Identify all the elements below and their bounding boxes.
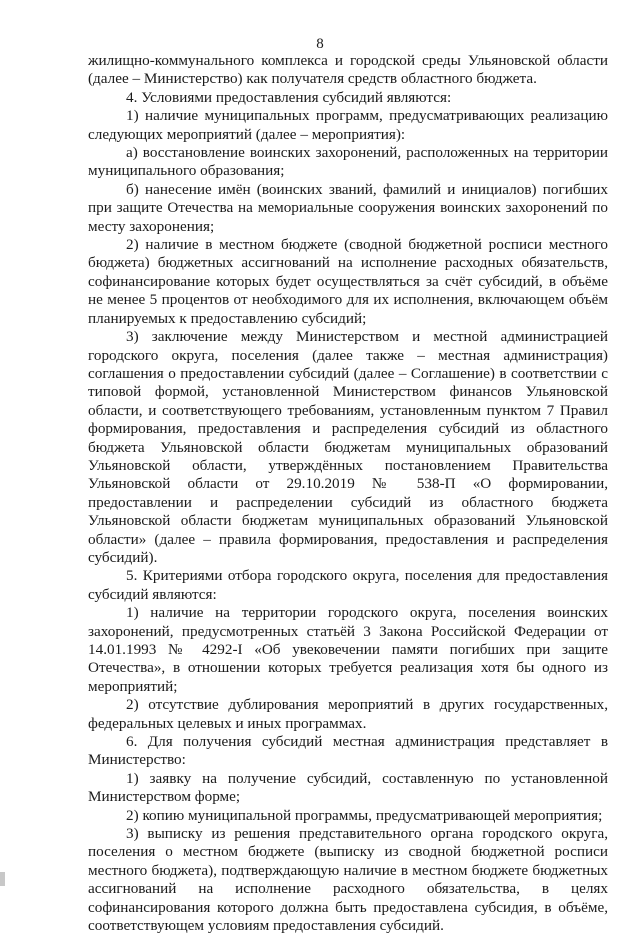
paragraph-4-3: 3) заключение между Министерством и местной администрацией городского округа, поселения (далее также – местная администрация) соглашения о предоставлении субсидий (далее – Соглашение) в соответствии с типовой формой, установленной Министерством финансов Ульяновской области, и соответствующего требованиям, установленным пунктом 7 Правил формирования, предоставления и распределения субсидий из областного бюджета Ульяновской области бюджетам муниципальных образований Ульяновской области, утверждённых постановлением Правительства Ульяновской области от 29.10.2019 № 538-П «О формировании, предоставлении и распределении субсидий из областного бюджета Ульяновской области бюджетам муниципальных образований Ульяновской области» (далее – правила формирования, предоставления и распределения субсидий).: [88, 328, 608, 566]
page-number: 8: [316, 36, 324, 52]
paragraph-6-2: 2) копию муниципальной программы, предусматривающей мероприятия;: [126, 806, 603, 824]
paragraph-intro: жилищно-коммунального комплекса и городской среды Ульяновской области (далее – Министерство) как получателя средств областного бюджета.: [88, 52, 608, 88]
paragraph-6-1: 1) заявку на получение субсидий, составленную по установленной Министерством форме;: [88, 769, 608, 806]
paragraph-4-1-b: б) нанесение имён (воинских званий, фамилий и инициалов) погибших при защите Отечества на мемориальные сооружения воинских захоронений по месту захоронения;: [88, 180, 608, 235]
paragraph-section-5: 5. Критериями отбора городского округа, поселения для предоставления субсидий являются:: [88, 567, 608, 603]
paragraph-4-2: 2) наличие в местном бюджете (сводной бюджетной росписи местного бюджета) бюджетных ассигнований на исполнение расходных обязательств, софинансирование которых будет осуществляться за счёт субсидий, в объёме не менее 5 процентов от необходимого для их исполнения, включающем объём планируемых к предоставлению субсидий;: [88, 236, 608, 327]
paragraph-5-2: 2) отсутствие дублирования мероприятий в других государственных, федеральных целевых и иных программах.: [88, 696, 608, 732]
paragraph-section-4: 4. Условиями предоставления субсидий являются:: [126, 88, 452, 106]
document-body: [88, 52, 608, 936]
paragraph-4-1-a: а) восстановление воинских захоронений, расположенных на территории муниципального образования;: [88, 144, 608, 180]
paragraph-4-1: 1) наличие муниципальных программ, предусматривающих реализацию следующих мероприятий (далее – мероприятия):: [88, 107, 608, 143]
paragraph-5-1: 1) наличие на территории городского округа, поселения воинских захоронений, предусмотренных статьёй 3 Закона Российской Федерации от 14.01.1993 № 4292-I «Об увековечении памяти погибших при защите Отечества», в отношении которых требуется реализация хотя бы одного из мероприятий;: [88, 604, 608, 695]
scan-edge-mark: [0, 872, 5, 886]
paragraph-6-3: 3) выписку из решения представительного органа городского округа, поселения о местном бюджете (выписку из сводной бюджетной росписи местного бюджета), подтверждающую наличие в местном бюджете бюджетных ассигнований на исполнение расходного обязательства, в целях софинансирования которого должна быть предоставлена субсидия, в объёме, соответствующем условиям предоставления субсидий.: [88, 825, 608, 935]
paragraph-section-6: 6. Для получения субсидий местная администрация представляет в Министерство:: [88, 733, 608, 769]
